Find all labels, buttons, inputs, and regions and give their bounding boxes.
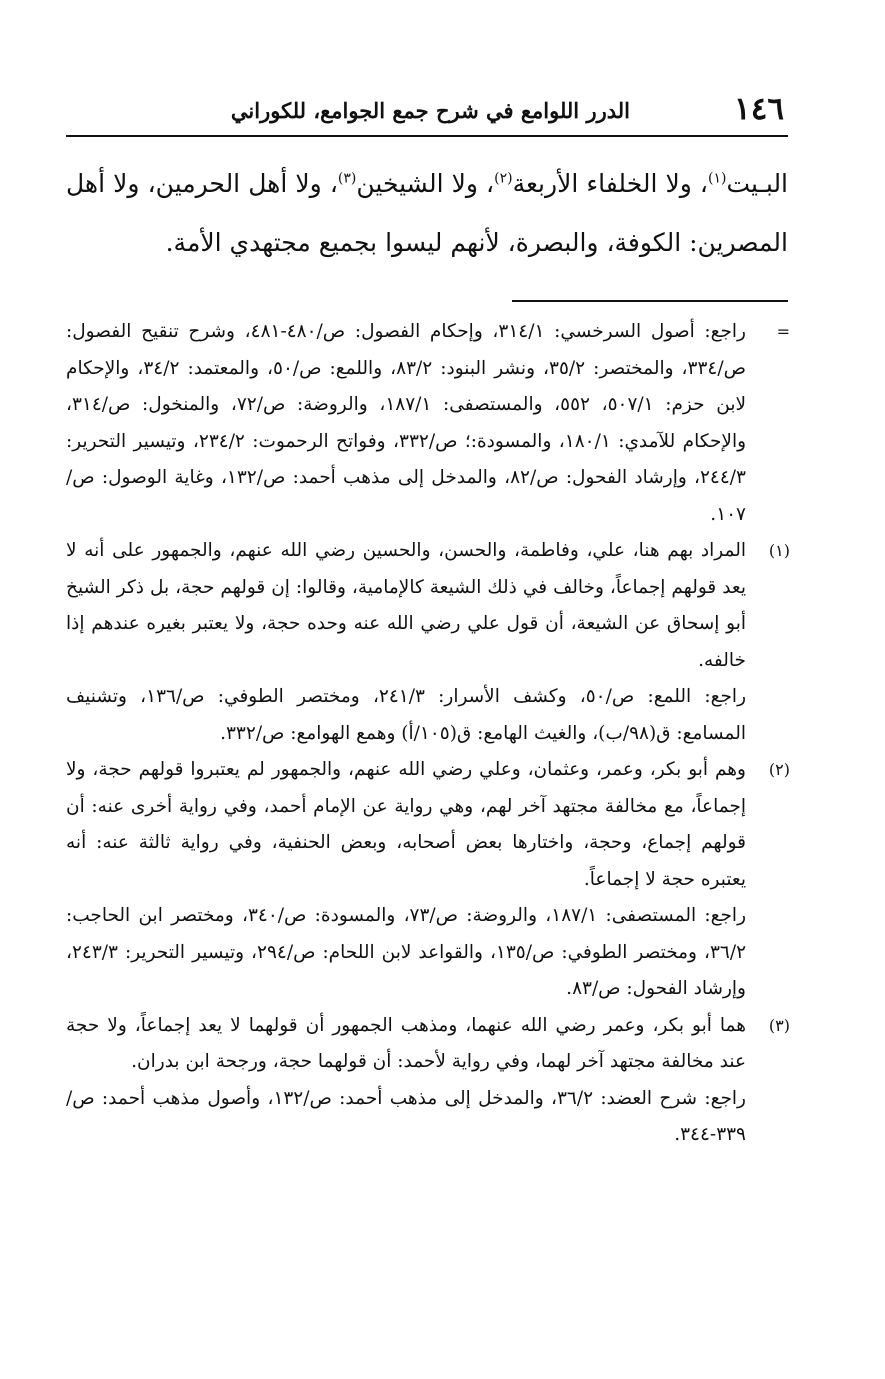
running-header [66,88,788,132]
footnote-ref-2: (٢) [494,170,513,187]
footnote-text: وهم أبو بكر، وعمر، وعثمان، وعلي رضي الله عنهم، والجمهور لم يعتبروا قولهم حجة، ولا إجماعاً، مع مخالفة مجتهد آخر لهم، وهي رواية عن الإمام أحمد، وفي رواية أخرى عنه: أن قولهم إجماع، وحجة، واختارها بعض أصحابه، وبعض الحنفية، وفي رواية ثالثة عنه: أنه يعتبره حجة لا إجماعاً. [66,759,746,890]
footnotes [66,314,788,1154]
footnote-text: المراد بهم هنا، علي، وفاطمة، والحسن، والحسين رضي الله عنهم، والجمهور على أنه لا يعد قولهم إجماعاً، وخالف في ذلك الشيعة كالإمامية، وقالوا: إن قولهم حجة، بل ذكر الشيخ أبو إسحاق عن الشيعة، أن قول علي رضي الله عنه وحده حجة، ولا يعتبر بغيره عندهم إذا خالفه. [66,540,746,671]
footnote-ref-1: (١) [708,170,727,187]
header-rule [66,135,788,137]
running-title: الدرر اللوامع في شرح جمع الجوامع، للكوراني [230,98,630,123]
footnote-number: (١) [768,541,790,560]
footnote-separator [512,300,788,302]
main-text [66,154,788,272]
main-text-part: ، ولا الشيخين [356,169,495,198]
main-paragraph [66,154,788,272]
footnote-3 [66,1008,788,1081]
book-page [66,88,788,1154]
footnote-2 [66,752,788,898]
footnote-number: (٢) [768,760,790,779]
page-number: ١٤٦ [734,91,784,127]
main-text-part: ، ولا الخلفاء الأربعة [512,169,709,198]
footnote-text: هما أبو بكر، وعمر رضي الله عنهما، ومذهب الجمهور أن قولهما لا يعد إجماعاً، ولا حجة عند مخالفة مجتهد آخر لهما، وفي رواية لأحمد: أن قولهما حجة، ورجحة ابن بدران. [66,1014,746,1072]
footnote-number: (٣) [768,1015,790,1035]
footnote-continued [66,314,788,533]
footnote-text: راجع: أصول السرخسي: ٣١٤/١، وإحكام الفصول: ص/٤٨٠-٤٨١، وشرح تنقيح الفصول: ص/٣٣٤، والمختصر: ٣٥/٢، ونشر البنود: ٨٣/٢، واللمع: ص/٥٠، والمعتمد: ٣٤/٢، والإحكام لابن حزم: ٥٠٧/١، ٥٥٢، والمستصفى: ١٨٧/١، والروضة: ص/٧٢، والمنخول: ص/٣١٤، والإحكام للآمدي: ١٨٠/١، والمسودة:؛ ص/٣٣٢، وفواتح الرحموت: ٢٣٤/٢، وتيسير التحرير: ٢٤٤/٣، وإرشاد الفحول: ص/٨٢، والمدخل إلى مذهب أحمد: ص/١٣٢، وغاية الوصول: ص/١٠٧. [66,321,747,525]
footnote-1 [66,533,788,679]
main-text-part: البـيت [726,169,789,198]
footnote-1-references: راجع: اللمع: ص/٥٠، وكشف الأسرار: ٢٤١/٣، ومختصر الطوفي: ص/١٣٦، وتشنيف المسامع: ق(٩٨/ب)، والغيث الهامع: ق(١٠٥/أ) وهمع الهوامع: ص/٣٣٢. [66,686,746,744]
main-text-part: ، ولا أهل الحرمين، ولا أهل المصرين: الكوفة، والبصرة، لأنهم ليسوا بجميع مجتهدي الأمة. [66,169,788,257]
footnote-2-references: راجع: المستصفى: ١٨٧/١، والروضة: ص/٧٣، والمسودة: ص/٣٤٠، ومختصر ابن الحاجب: ٣٦/٢، ومختصر الطوفي: ص/١٣٥، والقواعد لابن اللحام: ص/٢٩٤، وتيسير التحرير: ٢٤٣/٣، وإرشاد الفحول: ص/٨٣. [66,905,747,999]
footnote-3-references: راجع: شرح العضد: ٣٦/٢، والمدخل إلى مذهب أحمد: ص/١٣٢، وأصول مذهب أحمد: ص/٣٣٩-٣٤٤. [66,1087,746,1145]
continuation-mark: = [776,322,790,341]
footnote-ref-3: (٣) [337,170,357,187]
